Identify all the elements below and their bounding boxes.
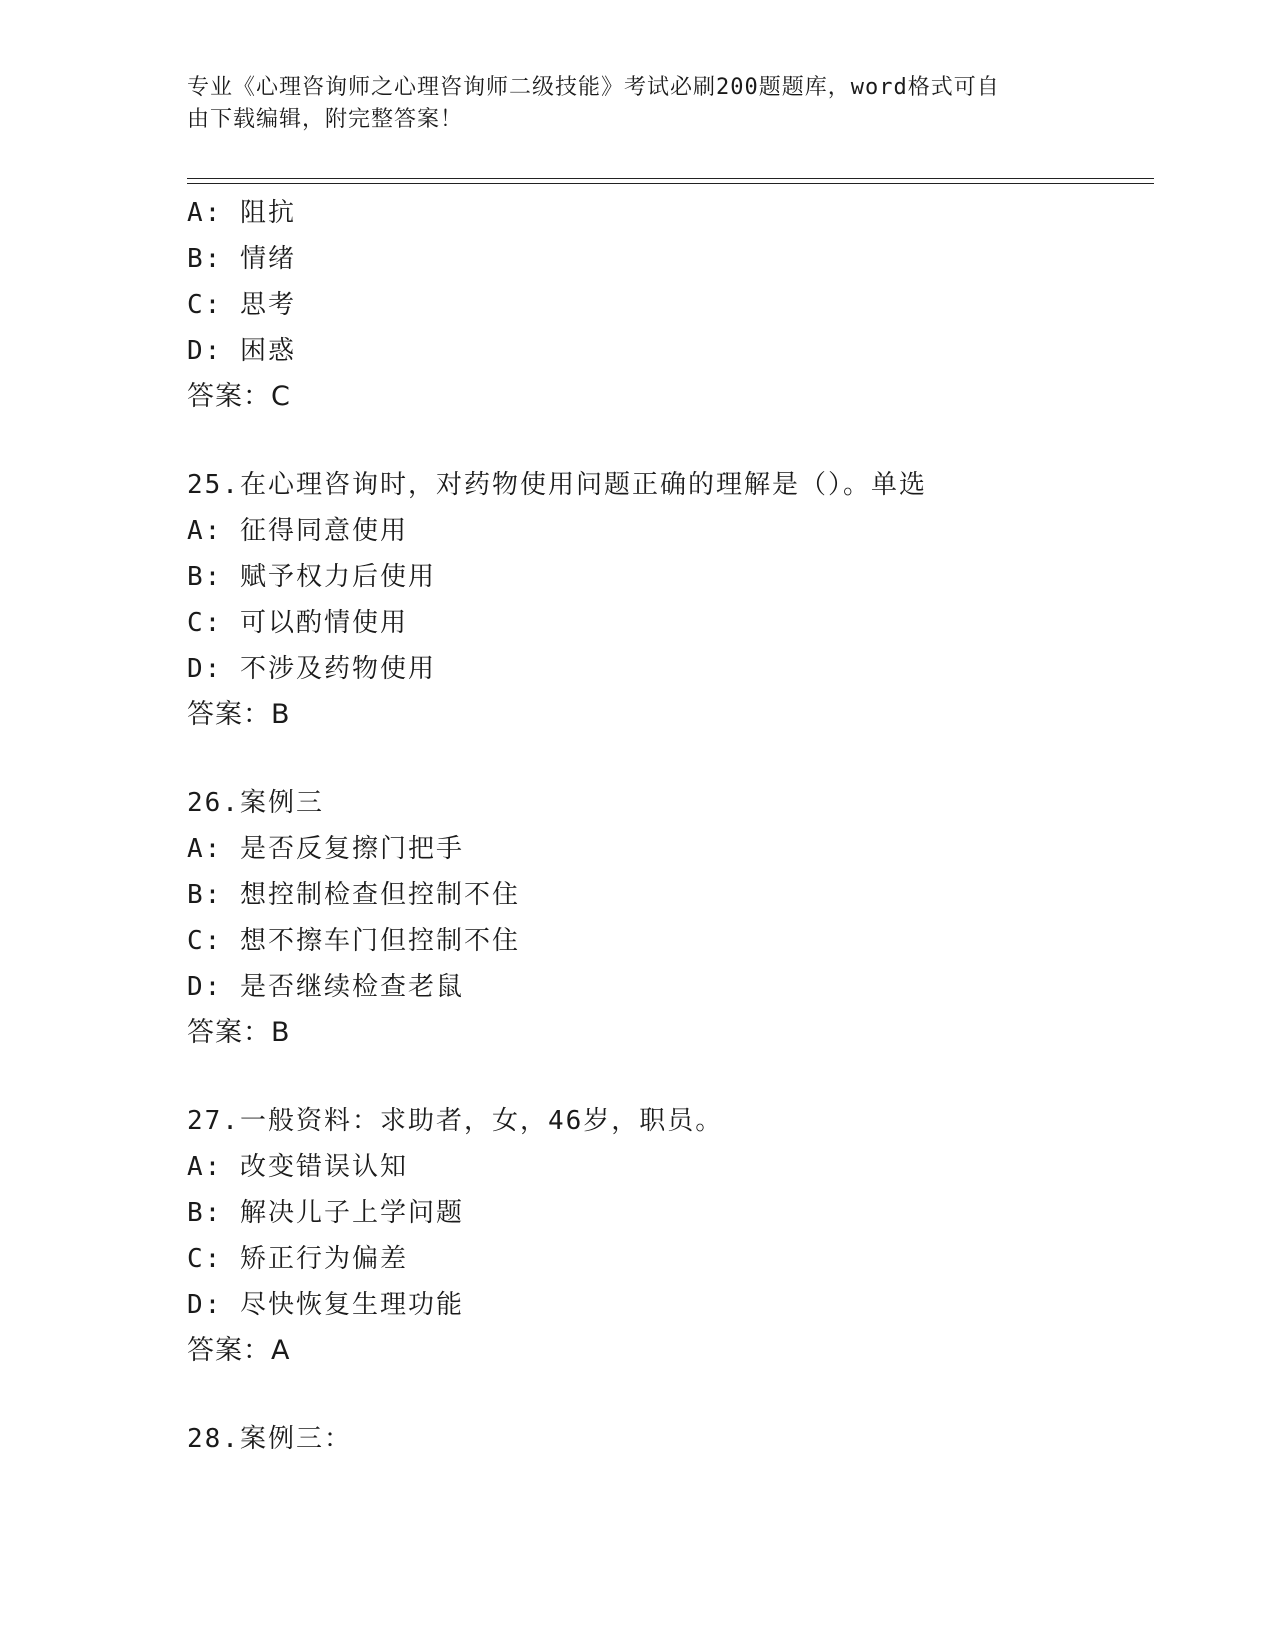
option-c: C: 矫正行为偏差 (187, 1244, 408, 1274)
question-28 (187, 1416, 1154, 1462)
document-header (187, 72, 1067, 136)
option-b: B: 解决儿子上学问题 (187, 1198, 464, 1228)
option-a: A: 征得同意使用 (187, 516, 408, 546)
question-title: 27.一般资料：求助者，女，46岁，职员。 (187, 1106, 724, 1136)
question-list (187, 190, 1154, 1462)
option-d: D: 是否继续检查老鼠 (187, 972, 464, 1002)
option-b: B: 赋予权力后使用 (187, 562, 436, 592)
option-d: D: 困惑 (187, 336, 296, 366)
option-a: A: 阻抗 (187, 198, 296, 228)
answer-line: 答案：C (187, 381, 291, 412)
option-c: C: 思考 (187, 290, 296, 320)
option-d: D: 尽快恢复生理功能 (187, 1290, 464, 1320)
option-d: D: 不涉及药物使用 (187, 654, 436, 684)
header-line-2: 由下载编辑，附完整答案！ (187, 107, 464, 132)
header-divider-top (187, 178, 1154, 179)
option-b: B: 想控制检查但控制不住 (187, 880, 520, 910)
question-27 (187, 1098, 1154, 1374)
option-c: C: 想不擦车门但控制不住 (187, 926, 520, 956)
option-b: B: 情绪 (187, 244, 296, 274)
option-c: C: 可以酌情使用 (187, 608, 408, 638)
option-a: A: 是否反复擦门把手 (187, 834, 464, 864)
answer-line: 答案：A (187, 1335, 291, 1366)
answer-line: 答案：B (187, 699, 291, 730)
question-25 (187, 462, 1154, 738)
question-title: 26.案例三 (187, 788, 324, 818)
question-title: 28.案例三： (187, 1424, 352, 1454)
question-title: 25.在心理咨询时，对药物使用问题正确的理解是（）。单选 (187, 470, 927, 500)
question-24-options (187, 190, 1154, 420)
header-line-1: 专业《心理咨询师之心理咨询师二级技能》考试必刷200题题库，word格式可自 (187, 75, 1000, 100)
option-a: A: 改变错误认知 (187, 1152, 408, 1182)
header-divider-bottom (187, 183, 1154, 184)
question-26 (187, 780, 1154, 1056)
answer-line: 答案：B (187, 1017, 291, 1048)
